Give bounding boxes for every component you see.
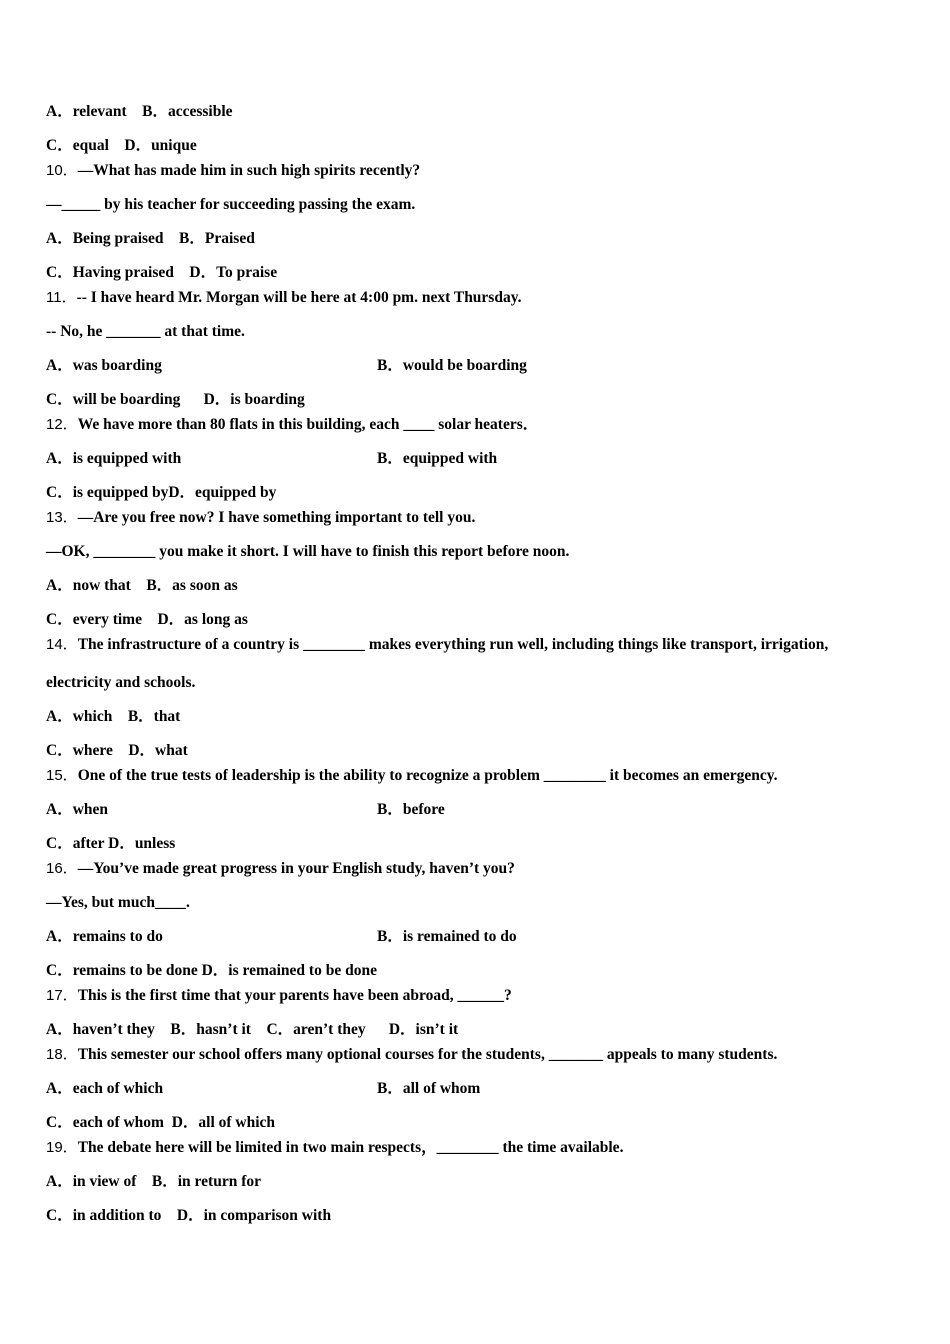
q14-stem (46, 635, 828, 655)
q13-line2: —OK, ________ you make it short. I will have to finish this report before noon. (46, 543, 570, 560)
question-text: The infrastructure of a country is ________ makes everything run well, including things like transport, irrigation, (77, 636, 829, 653)
q12-option-b: B．equipped with (377, 450, 498, 467)
q10-line2: —_____ by his teacher for succeeding passing the exam. (46, 196, 416, 213)
q9-options-ab: A．relevant B．accessible (46, 103, 233, 120)
q19-options-ab: A．in view of B．in return for (46, 1173, 261, 1190)
q17-stem (46, 986, 512, 1006)
q15-option-b: B．before (377, 801, 445, 818)
q14-options-cd: C．where D．what (46, 742, 188, 759)
q18-options-cd: C．each of whom D．all of which (46, 1114, 276, 1131)
q16-option-b: B．is remained to do (377, 928, 517, 945)
q16-line2: —Yes, but much____. (46, 894, 190, 911)
q13-options-ab: A．now that B．as soon as (46, 577, 238, 594)
question-number: 16． (46, 860, 78, 877)
question-text: The debate here will be limited in two main respects，________ the time available. (77, 1139, 624, 1156)
q12-stem (46, 415, 538, 435)
q14-options-ab: A．which B．that (46, 708, 181, 725)
question-number: 10． (46, 162, 78, 179)
q11-options-cd: C．will be boarding D．is boarding (46, 391, 305, 408)
q12-option-a: A．is equipped with (46, 450, 182, 467)
question-number: 13． (46, 509, 78, 526)
question-number: 15． (46, 767, 78, 784)
q19-options-cd: C．in addition to D．in comparison with (46, 1207, 332, 1224)
q15-option-a: A．when (46, 801, 109, 818)
q13-stem (46, 508, 475, 528)
q18-stem (46, 1045, 777, 1065)
q11-line2: -- No, he _______ at that time. (46, 323, 245, 340)
question-text: -- I have heard Mr. Morgan will be here at 4:00 pm. next Thursday. (76, 289, 522, 306)
q14-line2: electricity and schools. (46, 674, 196, 691)
q15-options-cd: C．after D．unless (46, 835, 176, 852)
q16-option-a: A．remains to do (46, 928, 163, 945)
q11-option-a: A．was boarding (46, 357, 162, 374)
question-number: 12． (46, 416, 78, 433)
question-number: 19． (46, 1139, 78, 1156)
q18-option-b: B．all of whom (377, 1080, 481, 1097)
q13-options-cd: C．every time D．as long as (46, 611, 248, 628)
question-number: 11． (46, 289, 77, 306)
q12-options-cd: C．is equipped byD．equipped by (46, 484, 277, 501)
q16-options-cd: C．remains to be done D．is remained to be done (46, 962, 377, 979)
question-number: 17． (46, 987, 78, 1004)
q19-stem (46, 1138, 623, 1158)
question-number: 18． (46, 1046, 78, 1063)
question-text: —What has made him in such high spirits recently? (77, 162, 421, 179)
question-text: We have more than 80 flats in this building, each ____ solar heaters． (77, 416, 539, 433)
q9-options-cd: C．equal D．unique (46, 137, 197, 154)
q10-options-ab: A．Being praised B．Praised (46, 230, 255, 247)
q11-option-b: B．would be boarding (377, 357, 527, 374)
q16-stem (46, 859, 515, 879)
question-text: —You’ve made great progress in your English study, haven’t you? (77, 860, 515, 877)
q11-stem (46, 288, 521, 308)
question-number: 14． (46, 636, 78, 653)
q17-options: A．haven’t they B．hasn’t it C．aren’t they D．isn’t it (46, 1021, 459, 1038)
question-text: This semester our school offers many optional courses for the students, _______ appeals to many students. (77, 1046, 778, 1063)
question-text: —Are you free now? I have something important to tell you. (77, 509, 476, 526)
q15-stem (46, 766, 778, 786)
question-text: One of the true tests of leadership is the ability to recognize a problem ________ it becomes an emergency. (77, 767, 778, 784)
q10-options-cd: C．Having praised D．To praise (46, 264, 278, 281)
q18-option-a: A．each of which (46, 1080, 164, 1097)
question-text: This is the first time that your parents have been abroad, ______? (77, 987, 512, 1004)
q10-stem (46, 161, 420, 181)
